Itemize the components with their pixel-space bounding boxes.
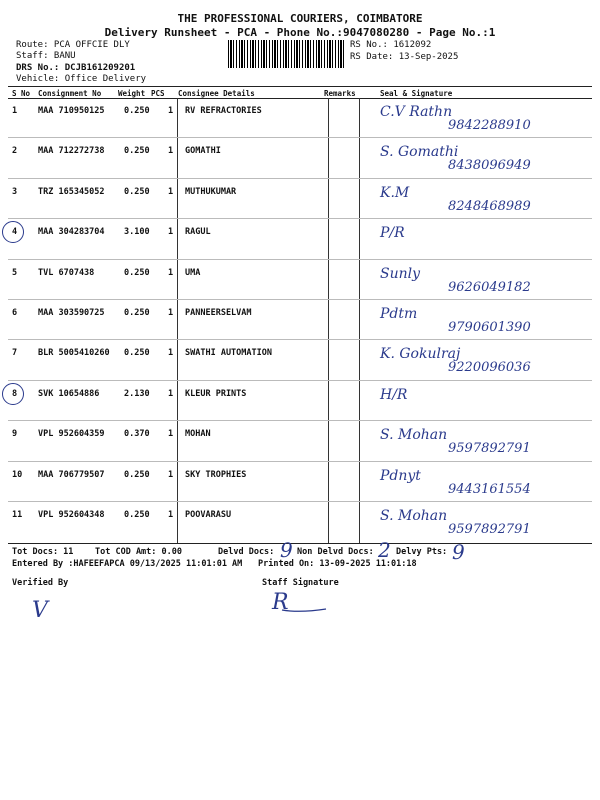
cell-weight: 0.250 (124, 308, 150, 318)
col-consignment-header: Consignment No (38, 89, 102, 98)
cell-pcs: 1 (168, 106, 174, 116)
rs-number: RS No.: 1612092 (350, 40, 432, 50)
cell-weight: 0.250 (124, 186, 150, 197)
cell-consignment: MAA 303590725 (38, 308, 105, 318)
signature-phone: 9220096036 (448, 360, 531, 376)
signature-name: H/R (380, 386, 408, 403)
table-top-border (8, 86, 592, 87)
col-consignee-header: Consignee Details (178, 89, 255, 98)
cell-consignment: TRZ 165345052 (38, 186, 105, 197)
signature-name: P/R (380, 225, 405, 242)
cell-consignee: KLEUR PRINTS (185, 388, 247, 399)
company-name: THE PROFESSIONAL COURIERS, COIMBATORE (177, 12, 423, 25)
circled-mark (2, 221, 24, 243)
delivered-docs-label: Delvd Docs: (218, 547, 275, 557)
signature-name: S. Gomathi (380, 144, 459, 161)
printed-on: Printed On: 13-09-2025 11:01:18 (258, 559, 417, 569)
cell-consignee: UMA (185, 267, 201, 278)
cell-pcs: 1 (168, 388, 174, 399)
cell-sno: 10 (12, 469, 23, 480)
cell-pcs: 1 (168, 510, 174, 520)
delivery-points-label: Delvy Pts: (396, 547, 448, 557)
signature-phone: 9790601390 (448, 320, 531, 335)
cell-sno: 1 (12, 106, 18, 116)
signature-name: Sunly (380, 265, 421, 282)
cell-pcs: 1 (168, 146, 174, 157)
vehicle-label: Vehicle: Office Delivery (16, 74, 147, 84)
non-delivered-label: Non Delvd Docs: (297, 547, 374, 557)
cell-consignment: TVL 6707438 (38, 267, 95, 278)
table-row (8, 502, 592, 542)
cell-consignee: SKY TROPHIES (185, 469, 247, 480)
non-delivered-handwritten: 2 (378, 538, 391, 562)
table-row (8, 138, 592, 178)
table-row (8, 98, 592, 138)
verified-signature: V (32, 598, 48, 623)
cell-sno: 7 (12, 348, 18, 359)
signature-name: Pdnyt (380, 467, 421, 484)
table-row (8, 381, 592, 421)
verified-by-label: Verified By (12, 578, 69, 588)
cell-consignee: MOHAN (185, 429, 211, 440)
cell-consignment: MAA 304283704 (38, 227, 105, 238)
cell-consignee: SWATHI AUTOMATION (185, 348, 272, 359)
circled-mark (2, 383, 24, 405)
cell-sno: 5 (12, 267, 18, 278)
cell-pcs: 1 (168, 267, 174, 278)
cell-sno: 11 (12, 510, 23, 520)
signature-phone: 9626049182 (448, 279, 531, 295)
table-row (8, 260, 592, 300)
cell-weight: 0.250 (124, 469, 150, 480)
cell-weight: 0.250 (124, 106, 150, 116)
cell-consignment: MAA 712272738 (38, 146, 105, 157)
col-pcs-header: PCS (151, 89, 165, 98)
cell-sno: 6 (12, 308, 18, 318)
signature-name: S. Mohan (380, 427, 448, 444)
cell-consignee: PANNEERSELVAM (185, 308, 252, 318)
table-row (8, 462, 592, 502)
signature-phone: 9842288910 (448, 118, 531, 133)
signature-phone: 8438096949 (448, 158, 531, 174)
cell-pcs: 1 (168, 348, 174, 359)
cell-pcs: 1 (168, 308, 174, 318)
delivery-points-handwritten: 9 (452, 540, 465, 564)
cell-pcs: 1 (168, 429, 174, 440)
signature-phone: 9597892791 (448, 522, 531, 537)
cell-weight: 0.250 (124, 348, 150, 359)
cell-consignment: VPL 952604359 (38, 429, 105, 440)
total-docs: Tot Docs: 11 (12, 547, 74, 557)
col-remarks-header: Remarks (324, 89, 356, 98)
staff-signature: R (272, 590, 289, 615)
signature-name: Pdtm (380, 306, 418, 322)
signature-name: K.M (380, 184, 410, 201)
cell-weight: 0.370 (124, 429, 150, 440)
table-row (8, 300, 592, 340)
cell-weight: 3.100 (124, 227, 150, 238)
table-row (8, 340, 592, 380)
cell-consignment: BLR 5005410260 (38, 348, 110, 359)
cell-sno: 8 (12, 388, 18, 399)
cell-weight: 0.250 (124, 510, 150, 520)
cell-sno: 4 (12, 227, 18, 238)
signature-phone: 9443161554 (448, 481, 531, 497)
runsheet-title: Delivery Runsheet - PCA - Phone No.:9047080280 - Page No.:1 (104, 26, 496, 39)
delivered-docs-handwritten: 9 (280, 538, 293, 562)
staff-label: Staff: BANU (16, 51, 76, 61)
cell-weight: 0.250 (124, 267, 150, 278)
signature-name: C.V Rathn (380, 104, 453, 120)
cell-consignee: RAGUL (185, 227, 211, 238)
cell-consignee: RV REFRACTORIES (185, 106, 262, 116)
rs-date: RS Date: 13-Sep-2025 (350, 52, 459, 62)
cell-weight: 0.250 (124, 146, 150, 157)
cell-pcs: 1 (168, 186, 174, 197)
entered-by: Entered By :HAFEEFAPCA 09/13/2025 11:01:01 AM (12, 559, 243, 569)
total-cod: Tot COD Amt: 0.00 (95, 547, 182, 557)
drs-number: DRS No.: DCJB161209201 (16, 63, 136, 73)
table-bottom-border (8, 543, 592, 544)
table-row (8, 219, 592, 259)
cell-consignee: POOVARASU (185, 510, 232, 520)
staff-signature-label: Staff Signature (262, 578, 339, 588)
table-row (8, 421, 592, 461)
cell-pcs: 1 (168, 227, 174, 238)
signature-phone: 8248468989 (448, 198, 531, 214)
signature-name: S. Mohan (380, 508, 448, 524)
cell-weight: 2.130 (124, 388, 150, 399)
signature-phone: 9597892791 (448, 441, 531, 457)
cell-sno: 9 (12, 429, 18, 440)
col-sno-header: S No (12, 89, 31, 98)
staff-signature-underline (280, 606, 330, 614)
cell-sno: 2 (12, 146, 18, 157)
signature-name: K. Gokulraj (380, 346, 461, 363)
cell-consignment: VPL 952604348 (38, 510, 105, 520)
cell-consignment: SVK 10654886 (38, 388, 100, 399)
cell-consignee: GOMATHI (185, 146, 221, 157)
barcode-image (228, 40, 346, 68)
col-weight-header: Weight (118, 89, 146, 98)
cell-consignee: MUTHUKUMAR (185, 186, 237, 197)
route-label: Route: PCA OFFCIE DLY (16, 40, 130, 50)
table-row (8, 179, 592, 219)
cell-consignment: MAA 706779507 (38, 469, 105, 480)
col-seal-header: Seal & Signature (380, 89, 453, 98)
cell-sno: 3 (12, 186, 18, 197)
cell-pcs: 1 (168, 469, 174, 480)
cell-consignment: MAA 710950125 (38, 106, 105, 116)
